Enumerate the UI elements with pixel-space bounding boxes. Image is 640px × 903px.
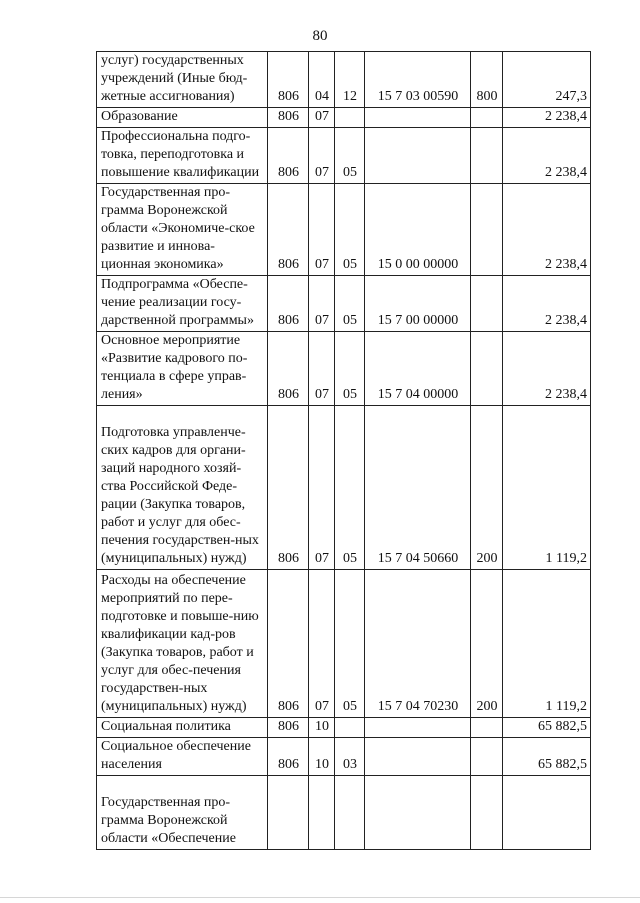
division-code-cell: 07	[309, 570, 335, 718]
subdivision-code-cell: 05	[335, 184, 365, 276]
amount-cell	[503, 776, 591, 850]
row-name-cell: Подпрограмма «Обеспе-чение реализации госу-дарственной программы»	[97, 276, 268, 332]
expense-type-code-cell	[471, 276, 503, 332]
subdivision-code-cell: 03	[335, 738, 365, 776]
amount-cell: 2 238,4	[503, 128, 591, 184]
division-code-cell	[309, 776, 335, 850]
table-row	[97, 52, 591, 108]
division-code-cell: 07	[309, 406, 335, 570]
division-code-cell: 07	[309, 108, 335, 128]
admin-code-cell: 806	[268, 718, 309, 738]
target-item-code-cell	[365, 108, 471, 128]
subdivision-code-cell: 12	[335, 52, 365, 108]
target-item-code-cell: 15 7 04 50660	[365, 406, 471, 570]
target-item-code-cell: 15 7 04 70230	[365, 570, 471, 718]
table-row	[97, 738, 591, 776]
row-name-cell: Социальное обеспечение населения	[97, 738, 268, 776]
subdivision-code-cell: 05	[335, 332, 365, 406]
target-item-code-cell	[365, 776, 471, 850]
division-code-cell: 07	[309, 184, 335, 276]
division-code-cell: 07	[309, 128, 335, 184]
division-code-cell: 07	[309, 332, 335, 406]
row-name-cell: Социальная политика	[97, 718, 268, 738]
table-row	[97, 276, 591, 332]
row-name-cell: Государственная про-грамма Воронежской области «Экономиче-ское развитие и иннова-ционная экономика»	[97, 184, 268, 276]
subdivision-code-cell	[335, 718, 365, 738]
row-name-cell: услуг) государственных учреждений (Иные бюд-жетные ассигнования)	[97, 52, 268, 108]
table-row	[97, 406, 591, 570]
admin-code-cell: 806	[268, 332, 309, 406]
expense-type-code-cell: 200	[471, 406, 503, 570]
subdivision-code-cell: 05	[335, 276, 365, 332]
division-code-cell: 07	[309, 276, 335, 332]
admin-code-cell: 806	[268, 570, 309, 718]
row-name-cell: Расходы на обеспечение мероприятий по пере-подготовке и повыше-нию квалификации кад-ров (Закупка товаров, работ и услуг для обес-печения государствен-ных (муниципальных) нужд)	[97, 570, 268, 718]
row-name-cell: Образование	[97, 108, 268, 128]
admin-code-cell	[268, 776, 309, 850]
scan-edge-line	[0, 897, 640, 898]
division-code-cell: 10	[309, 718, 335, 738]
target-item-code-cell: 15 7 04 00000	[365, 332, 471, 406]
table-row	[97, 332, 591, 406]
subdivision-code-cell	[335, 108, 365, 128]
table-row	[97, 128, 591, 184]
expense-type-code-cell: 800	[471, 52, 503, 108]
target-item-code-cell	[365, 128, 471, 184]
amount-cell: 1 119,2	[503, 406, 591, 570]
subdivision-code-cell: 05	[335, 570, 365, 718]
amount-cell: 65 882,5	[503, 738, 591, 776]
admin-code-cell: 806	[268, 276, 309, 332]
expense-type-code-cell	[471, 184, 503, 276]
expense-type-code-cell: 200	[471, 570, 503, 718]
subdivision-code-cell: 05	[335, 406, 365, 570]
target-item-code-cell: 15 7 03 00590	[365, 52, 471, 108]
target-item-code-cell: 15 7 00 00000	[365, 276, 471, 332]
amount-cell: 2 238,4	[503, 108, 591, 128]
division-code-cell: 04	[309, 52, 335, 108]
admin-code-cell: 806	[268, 52, 309, 108]
table-row	[97, 570, 591, 718]
budget-table	[96, 51, 591, 850]
amount-cell: 2 238,4	[503, 184, 591, 276]
expense-type-code-cell	[471, 776, 503, 850]
amount-cell: 2 238,4	[503, 332, 591, 406]
expense-type-code-cell	[471, 332, 503, 406]
row-name-cell: Подготовка управленче-ских кадров для органи-заций народного хозяй-ства Российской Феде-рации (Закупка товаров, работ и услуг для обес-печения государствен-ных (муниципальных) нужд)	[97, 406, 268, 570]
expense-type-code-cell	[471, 108, 503, 128]
amount-cell: 247,3	[503, 52, 591, 108]
expense-type-code-cell	[471, 738, 503, 776]
page-number: 80	[312, 28, 328, 44]
target-item-code-cell	[365, 718, 471, 738]
admin-code-cell: 806	[268, 108, 309, 128]
row-name-cell: Государственная про-грамма Воронежской области «Обеспечение	[97, 776, 268, 850]
amount-cell: 1 119,2	[503, 570, 591, 718]
expense-type-code-cell	[471, 128, 503, 184]
target-item-code-cell	[365, 738, 471, 776]
admin-code-cell: 806	[268, 738, 309, 776]
amount-cell: 2 238,4	[503, 276, 591, 332]
table-row	[97, 184, 591, 276]
subdivision-code-cell: 05	[335, 128, 365, 184]
table-row	[97, 776, 591, 850]
target-item-code-cell: 15 0 00 00000	[365, 184, 471, 276]
table-row	[97, 108, 591, 128]
admin-code-cell: 806	[268, 184, 309, 276]
table-row	[97, 718, 591, 738]
subdivision-code-cell	[335, 776, 365, 850]
amount-cell: 65 882,5	[503, 718, 591, 738]
division-code-cell: 10	[309, 738, 335, 776]
admin-code-cell: 806	[268, 406, 309, 570]
row-name-cell: Профессиональна подго-товка, переподготовка и повышение квалификации	[97, 128, 268, 184]
row-name-cell: Основное мероприятие «Развитие кадрового по-тенциала в сфере управ-ления»	[97, 332, 268, 406]
admin-code-cell: 806	[268, 128, 309, 184]
expense-type-code-cell	[471, 718, 503, 738]
